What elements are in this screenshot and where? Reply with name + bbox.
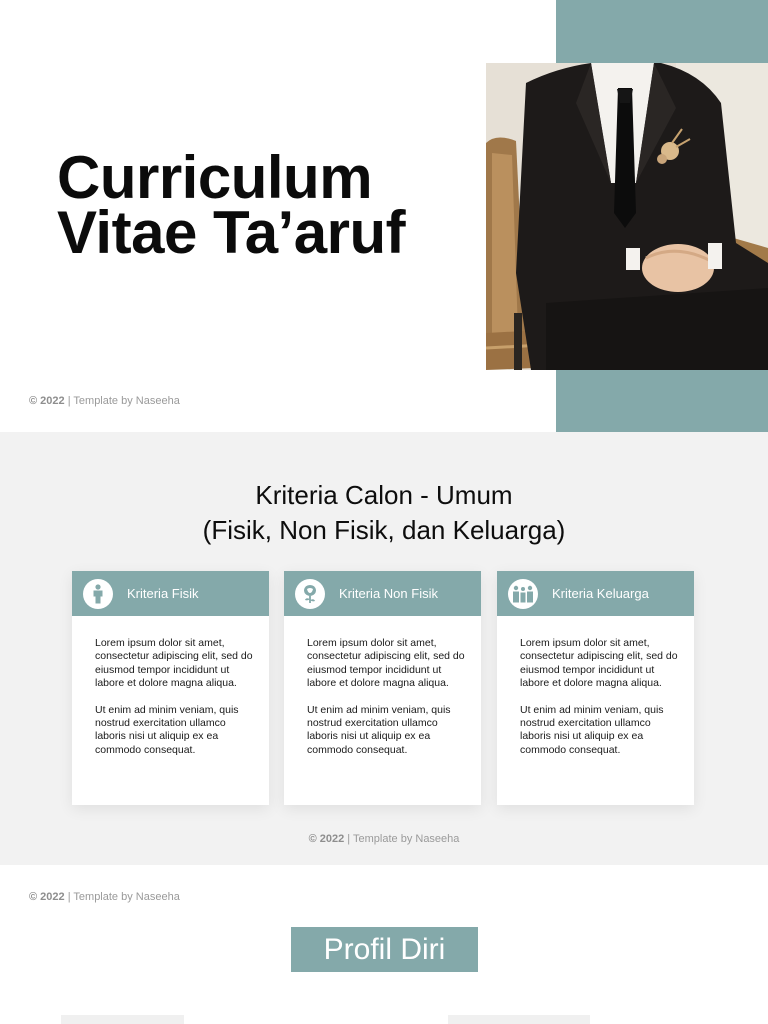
footer-year: © 2022: [29, 891, 65, 903]
criteria-footer: [0, 833, 768, 845]
profile-slide: [0, 865, 768, 1024]
footer-credit: | Template by Naseeha: [64, 891, 180, 903]
card-title: Kriteria Non Fisik: [339, 586, 438, 601]
rose-icon: [295, 579, 325, 609]
card-paragraph: Lorem ipsum dolor sit amet, consectetur adipiscing elit, sed do eiusmod tempor incididunt ut labore et dolore magna aliqua.: [307, 637, 465, 690]
criteria-card-family: [497, 571, 694, 805]
card-paragraph: Lorem ipsum dolor sit amet, consectetur adipiscing elit, sed do eiusmod tempor incididunt ut labore et dolore magna aliqua.: [95, 637, 253, 690]
content-placeholder: [61, 1015, 184, 1024]
card-paragraph: Lorem ipsum dolor sit amet, consectetur adipiscing elit, sed do eiusmod tempor incididunt ut labore et dolore magna aliqua.: [520, 637, 678, 690]
card-body: [497, 616, 694, 757]
criteria-card-physical: [72, 571, 269, 805]
cover-title-line1: Curriculum: [57, 144, 373, 211]
criteria-title-line1: Kriteria Calon - Umum: [255, 480, 513, 510]
footer-year: © 2022: [308, 833, 345, 845]
cover-title: [57, 144, 406, 266]
card-header: [72, 571, 269, 616]
cover-photo: [486, 63, 768, 370]
card-body: [72, 616, 269, 757]
cover-footer: [29, 395, 180, 407]
footer-year: © 2022: [29, 395, 65, 407]
content-placeholder: [448, 1015, 590, 1024]
profile-footer: [29, 891, 180, 903]
card-title: Kriteria Keluarga: [552, 586, 649, 601]
criteria-title: [0, 478, 768, 548]
card-header: [284, 571, 481, 616]
person-icon: [83, 579, 113, 609]
card-paragraph: Ut enim ad minim veniam, quis nostrud exercitation ullamco laboris nisi ut aliquip ex ea commodo consequat.: [95, 703, 239, 756]
groom-photo-illustration: [486, 63, 768, 370]
footer-credit: | Template by Naseeha: [344, 833, 460, 845]
cover-slide: [0, 0, 768, 432]
card-header: [497, 571, 694, 616]
card-title: Kriteria Fisik: [127, 586, 199, 601]
profile-heading: Profil Diri: [291, 927, 478, 972]
family-icon: [508, 579, 538, 609]
cover-title-line2: Vitae Ta’aruf: [57, 199, 406, 266]
criteria-title-line2: (Fisik, Non Fisik, dan Keluarga): [202, 515, 566, 545]
footer-credit: | Template by Naseeha: [64, 395, 180, 407]
card-body: [284, 616, 481, 757]
criteria-card-nonphysical: [284, 571, 481, 805]
card-paragraph: Ut enim ad minim veniam, quis nostrud exercitation ullamco laboris nisi ut aliquip ex ea commodo consequat.: [307, 703, 451, 756]
card-paragraph: Ut enim ad minim veniam, quis nostrud exercitation ullamco laboris nisi ut aliquip ex ea commodo consequat.: [520, 703, 664, 756]
criteria-slide: [0, 432, 768, 865]
